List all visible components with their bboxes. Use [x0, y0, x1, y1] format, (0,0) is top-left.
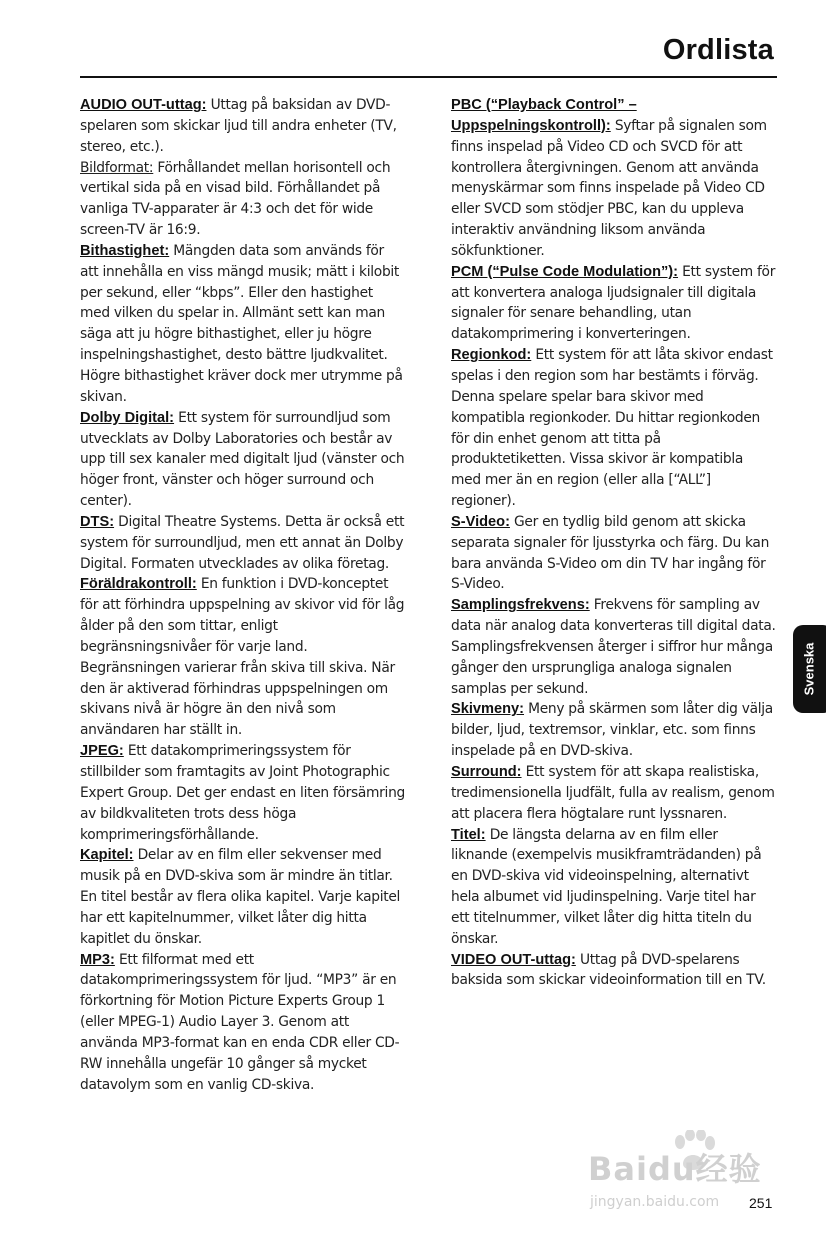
glossary-term: PBC (“Playback Control” – Uppspelningskontroll):: [451, 97, 637, 134]
glossary-definition: Uttag på baksidan av DVD-spelaren som skickar ljud till andra enheter (TV, stereo, etc.).: [80, 97, 397, 155]
glossary-entry-samplingsfrekvens: [451, 595, 776, 699]
glossary-definition: Ett system för surroundljud som utvecklats av Dolby Laboratories och består av upp till sex kanaler med digitalt ljud (vänster och höger front, vänster och höger surround och center).: [80, 409, 405, 510]
glossary-entry-dts: [80, 512, 405, 575]
left-column: [80, 95, 405, 1096]
glossary-term: S-Video:: [451, 513, 510, 530]
glossary-entry-regionkod: [451, 345, 776, 512]
glossary-definition: Mängden data som används för att innehålla en viss mängd musik; mätt i kilobit per sekund, eller “kbps”. Eller den hastighet med vilken du spelar in. Allmänt sett kan man säga att ju högre bithastighet, eller ju högre inspelningshastighet, desto bättre ljudkvalitet. Högre bithastighet kräver dock mer utrymme på skivan.: [80, 242, 403, 405]
glossary-definition: Frekvens för sampling av data när analog data konverteras till digital data. Samplingsfrekvensen återger i siffror hur många gånger den ursprungliga analoga signalen samplas per sekund.: [451, 597, 776, 697]
glossary-term: JPEG:: [80, 743, 124, 760]
glossary-entry-bildformat: [80, 158, 405, 241]
glossary-definition: Ett system för att låta skivor endast spelas i den region som har bestämts i förväg. Denna spelare spelar bara skivor med kompatibla regionkoder. Du hittar regionkoden för din enhet genom att titta på produktetiketten. Vissa skivor är kompatibla med mer än en region (eller alla [“ALL”] regioner).: [451, 347, 773, 510]
glossary-definition: De längsta delarna av en film eller liknande (exempelvis musikframträdanden) på en DVD-skiva vid videoinspelning, alternativt hela albumet vid ljudinspelning. Varje titel har ett titelnummer, vilket låter dig hitta titeln du önskar.: [451, 826, 762, 947]
glossary-term: VIDEO OUT-uttag:: [451, 951, 576, 968]
glossary-entry-foraldrakontroll: [80, 574, 405, 741]
glossary-definition: Digital Theatre Systems. Detta är också ett system för surroundljud, men ett annat än Dolby Digital. Formaten utvecklades av olika företag.: [80, 513, 405, 572]
glossary-entry-pcm: [451, 262, 776, 345]
glossary-definition: En funktion i DVD-konceptet för att förhindra uppspelning av skivor vid för låg ålder på den som tittar, enligt begränsningsnivåer för varje land. Begränsningen varierar från skiva till skiva. När den är aktiverad förhindras uppspelningen om skivans nivå är högre än den nivå som användaren har ställt in.: [80, 576, 405, 739]
page-number: 251: [749, 1195, 773, 1211]
glossary-definition: Ger en tydlig bild genom att skicka separata signaler för ljusstyrka och färg. Du kan bara använda S-Video om din TV har ingång för S-Video.: [451, 513, 770, 593]
glossary-term: PCM (“Pulse Code Modulation”):: [451, 263, 679, 280]
glossary-entry-video-out: [451, 950, 776, 992]
glossary-term: MP3:: [80, 951, 115, 968]
glossary-term: Dolby Digital:: [80, 409, 175, 426]
glossary-term: Titel:: [451, 826, 486, 843]
glossary-entry-dolby-digital: [80, 408, 405, 512]
glossary-term: Föräldrakontroll:: [80, 576, 197, 593]
glossary-term: Bildformat:: [80, 159, 154, 176]
glossary-entry-kapitel: [80, 845, 405, 949]
glossary-definition: Syftar på signalen som finns inspelad på Video CD och SVCD för att kontrollera återgivningen. Genom att använda menyskärmar som finns inspelade på Video CD eller SVCD som stödjer PBC, kan du uppleva interaktiv användning liksom använda sökfunktioner.: [451, 117, 767, 259]
page-title: Ordlista: [662, 34, 774, 66]
glossary-term: DTS:: [80, 513, 115, 530]
glossary-entry-mp3: [80, 950, 405, 1096]
glossary-entry-s-video: [451, 512, 776, 595]
glossary-entry-jpeg: [80, 741, 405, 845]
glossary-definition: Förhållandet mellan horisontell och vertikal sida på en visad bild. Förhållandet på vanliga TV-apparater är 4:3 och det för wide screen-TV är 16:9.: [80, 159, 391, 239]
glossary-term: Skivmeny:: [451, 701, 525, 718]
glossary-definition: Ett filformat med ett datakomprimeringssystem för ljud. “MP3” är en förkortning för Motion Picture Experts Group 1 (eller MPEG-1) Audio Layer 3. Genom att använda MP3-format kan en enda CDR eller CD-RW innehålla ungefär 10 gånger så mycket datavolym som en vanlig CD-skiva.: [80, 951, 400, 1093]
header-rule: [80, 76, 777, 78]
glossary-definition: Meny på skärmen som låter dig välja bilder, ljud, textremsor, vinklar, etc. som finns inspelade på en DVD-skiva.: [451, 701, 773, 760]
watermark-logo: Baidu经验: [588, 1150, 762, 1188]
right-column: [451, 95, 776, 991]
watermark-url: jingyan.baidu.com: [590, 1194, 720, 1210]
glossary-entry-bithastighet: [80, 241, 405, 408]
glossary-term: Samplingsfrekvens:: [451, 597, 590, 614]
glossary-definition: Delar av en film eller sekvenser med musik på en DVD-skiva som är mindre än titlar. En titel består av flera olika kapitel. Varje kapitel har ett kapitelnummer, vilket låter dig hitta kapitlet du önskar.: [80, 847, 401, 947]
glossary-entry-surround: [451, 762, 776, 825]
glossary-definition: Uttag på DVD-spelarens baksida som skickar videoinformation till en TV.: [451, 951, 766, 989]
glossary-definition: Ett system för att skapa realistiska, tredimensionella ljudfält, fulla av realism, genom att placera flera högtalare runt lyssnaren.: [451, 764, 775, 822]
language-tab-label: Svenska: [801, 642, 817, 696]
glossary-definition: Ett system för att konvertera analoga ljudsignaler till digitala signaler för senare behandling, utan datakomprimering i konverteringen.: [451, 263, 776, 343]
glossary-term: Regionkod:: [451, 347, 532, 364]
glossary-term: AUDIO OUT-uttag:: [80, 97, 207, 113]
glossary-term: Surround:: [451, 764, 522, 780]
glossary-entry-pbc: [451, 95, 776, 262]
glossary-definition: Ett datakomprimeringssystem för stillbilder som framtagits av Joint Photographic Expert Group. Det ger endast en liten försämring av bildkvaliteten trots dess höga komprimeringsförhållande.: [80, 743, 405, 843]
glossary-term: Kapitel:: [80, 847, 134, 864]
glossary-entry-audio-out: [80, 95, 405, 158]
language-tab: [793, 625, 826, 713]
glossary-term: Bithastighet:: [80, 242, 170, 259]
glossary-entry-titel: [451, 825, 776, 950]
glossary-entry-skivmeny: [451, 699, 776, 762]
